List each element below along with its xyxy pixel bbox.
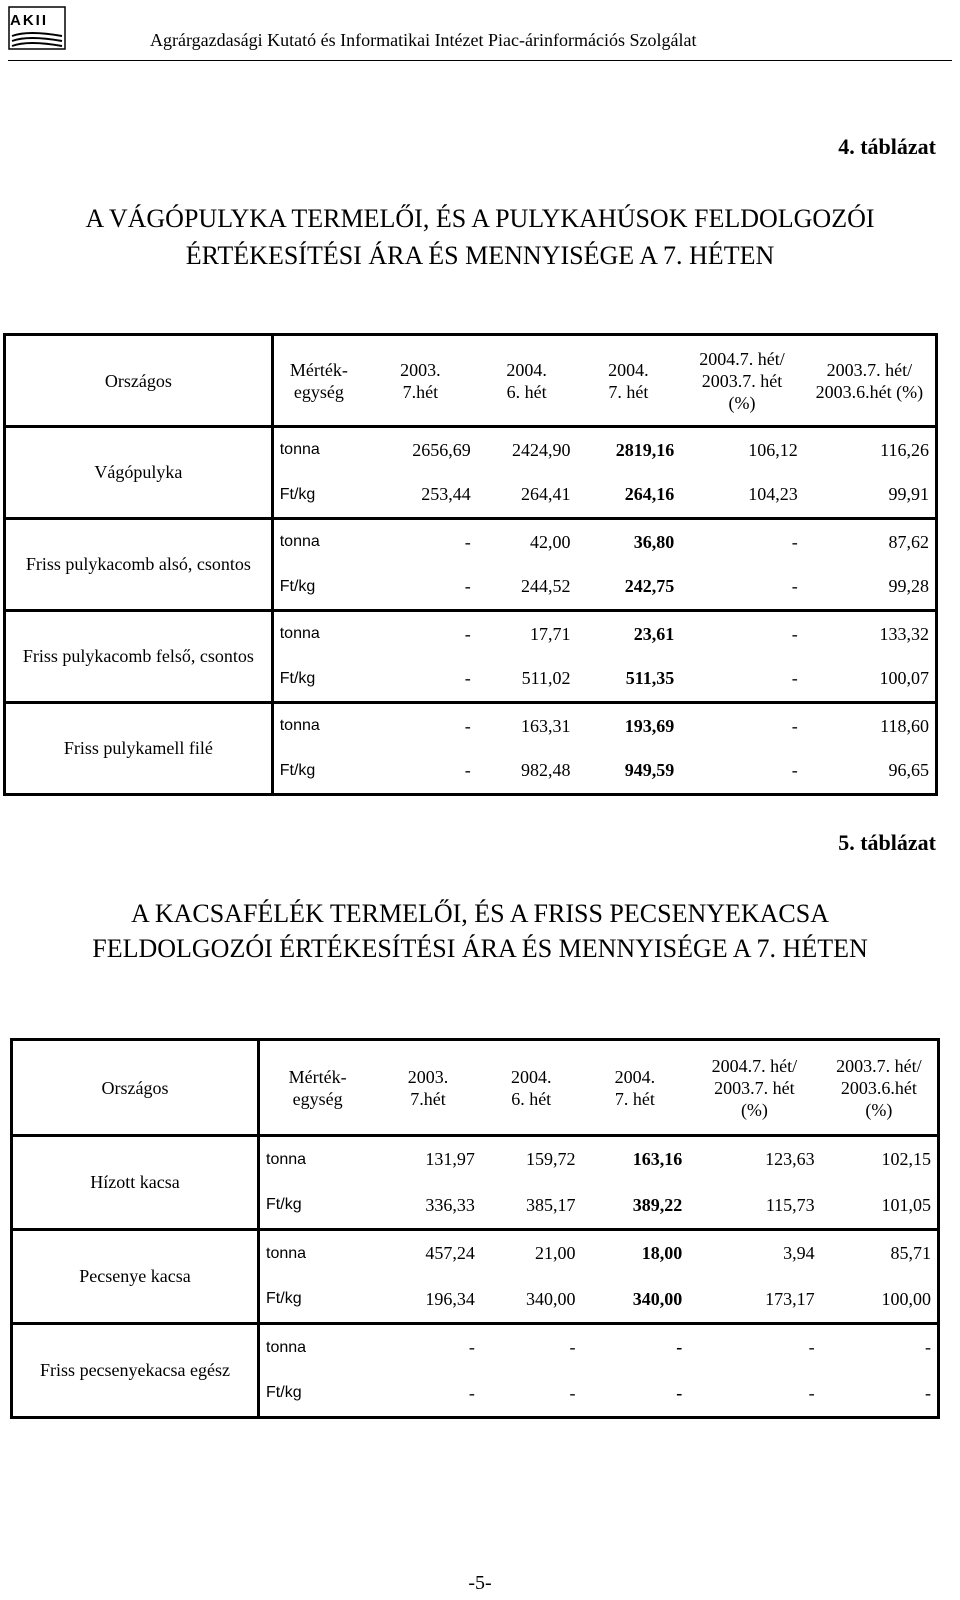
value-cell: 340,00 [632, 1288, 683, 1309]
product-name: Pecsenye kacsa [79, 1266, 191, 1286]
col-header-unit: Mérték- egység [272, 335, 364, 427]
value-cell: 23,61 [633, 623, 675, 644]
value-cell: - [925, 1382, 931, 1403]
value-cell: 133,32 [879, 623, 929, 644]
value-cell: 385,17 [526, 1194, 576, 1215]
unit-cell: tonna [259, 1136, 376, 1183]
page-number: -5- [468, 1572, 492, 1594]
value-cell: 100,00 [881, 1288, 931, 1309]
col-header-ratio-yoy: 2004.7. hét/ 2003.7. hét (%) [711, 1055, 798, 1120]
value-cell: 104,23 [748, 484, 798, 505]
product-name: Friss pulykacomb felső, csontos [22, 646, 254, 666]
table5-title-line2: FELDOLGOZÓI ÉRTÉKESÍTÉSI ÁRA ÉS MENNYISÉGE A 7. HÉTEN [92, 934, 868, 963]
value-cell: - [808, 1382, 815, 1403]
value-cell: 102,15 [881, 1149, 931, 1170]
value-cell: 123,63 [765, 1149, 815, 1170]
value-cell: 264,41 [521, 484, 571, 505]
unit-cell: tonna [272, 703, 364, 749]
value-cell: 96,65 [888, 760, 929, 781]
value-cell: 163,31 [521, 715, 571, 736]
table5-header-row [12, 1040, 939, 1136]
value-cell: - [464, 715, 471, 736]
unit-cell: Ft/kg [272, 657, 364, 703]
table5 [10, 1038, 940, 1419]
unit-cell: tonna [272, 611, 364, 657]
value-cell: 2819,16 [615, 439, 675, 460]
value-cell: - [791, 760, 798, 781]
value-cell: 106,12 [748, 439, 798, 460]
table4-header-row [5, 335, 937, 427]
value-cell: 21,00 [535, 1243, 576, 1264]
product-name: Vágópulyka [94, 462, 183, 482]
table5-label: 5. táblázat [838, 830, 936, 855]
value-cell: 340,00 [526, 1288, 576, 1309]
value-cell: 36,80 [633, 531, 675, 552]
unit-cell: tonna [272, 427, 364, 473]
value-cell: 163,16 [632, 1149, 683, 1170]
value-cell: 118,60 [880, 715, 929, 736]
col-header-ratio-yoy: 2004.7. hét/ 2003.7. hét (%) [699, 348, 785, 413]
value-cell: 17,71 [530, 623, 571, 644]
unit-cell: tonna [272, 519, 364, 565]
value-cell: - [808, 1337, 815, 1358]
value-cell: 99,91 [888, 484, 929, 505]
value-cell: 193,69 [624, 715, 675, 736]
value-cell: - [791, 531, 798, 552]
value-cell: - [791, 668, 798, 689]
value-cell: - [676, 1337, 683, 1358]
col-header-2003-w7: 2003. 7.hét [407, 1066, 449, 1109]
table-row [5, 519, 937, 565]
value-cell: 18,00 [641, 1243, 683, 1264]
value-cell: 173,17 [765, 1288, 815, 1309]
value-cell: - [569, 1337, 576, 1358]
table-row [5, 427, 937, 473]
unit-cell: tonna [259, 1230, 376, 1277]
col-header-orszagos: Országos [104, 370, 172, 391]
col-header-2003-w7: 2003. 7.hét [400, 359, 441, 402]
institute-name: Agrárgazdasági Kutató és Informatikai Intézet Piac-árinformációs Szolgálat [150, 30, 697, 50]
col-header-2004-w7: 2004. 7. hét [608, 359, 649, 402]
value-cell: 336,33 [425, 1194, 475, 1215]
product-name: Friss pecsenyekacsa egész [40, 1360, 230, 1380]
value-cell: 511,35 [625, 668, 675, 689]
table-row [5, 611, 937, 657]
value-cell: - [569, 1382, 576, 1403]
value-cell: - [468, 1337, 475, 1358]
value-cell: 264,16 [624, 484, 675, 505]
value-cell: 2424,90 [512, 439, 571, 460]
value-cell: - [464, 576, 471, 597]
value-cell: 253,44 [421, 484, 471, 505]
value-cell: 159,72 [526, 1149, 576, 1170]
value-cell: 100,07 [879, 668, 929, 689]
value-cell: - [464, 531, 471, 552]
value-cell: 85,71 [890, 1243, 931, 1264]
value-cell: - [464, 668, 471, 689]
value-cell: 982,48 [521, 760, 571, 781]
unit-cell: Ft/kg [272, 473, 364, 519]
table4-title-line2: ÉRTÉKESÍTÉSI ÁRA ÉS MENNYISÉGE A 7. HÉTEN [185, 241, 775, 270]
unit-cell: Ft/kg [259, 1371, 376, 1418]
value-cell: - [464, 623, 471, 644]
value-cell: 389,22 [632, 1194, 683, 1215]
value-cell: 949,59 [624, 760, 675, 781]
unit-cell: Ft/kg [272, 749, 364, 795]
col-header-2004-w6: 2004. 6. hét [510, 1066, 552, 1109]
value-cell: - [791, 623, 798, 644]
unit-cell: Ft/kg [272, 565, 364, 611]
value-cell: - [468, 1382, 475, 1403]
value-cell: 457,24 [425, 1243, 475, 1264]
product-name: Friss pulykacomb alsó, csontos [25, 554, 251, 574]
value-cell: - [676, 1382, 683, 1403]
value-cell: 2656,69 [412, 439, 471, 460]
value-cell: 99,28 [888, 576, 929, 597]
table-row [12, 1230, 939, 1277]
value-cell: - [925, 1337, 931, 1358]
unit-cell: Ft/kg [259, 1277, 376, 1324]
value-cell: 196,34 [425, 1288, 475, 1309]
product-name: Hízott kacsa [90, 1172, 180, 1192]
value-cell: - [791, 715, 798, 736]
value-cell: - [791, 576, 798, 597]
unit-cell: tonna [259, 1324, 376, 1371]
product-name: Friss pulykamell filé [63, 738, 213, 758]
value-cell: 511,02 [521, 668, 571, 689]
col-header-orszagos: Országos [101, 1077, 169, 1098]
col-header-unit: Mérték- egység [259, 1040, 376, 1136]
table-row [12, 1324, 939, 1371]
value-cell: 244,52 [521, 576, 571, 597]
table-row [12, 1136, 939, 1183]
table-row [5, 703, 937, 749]
col-header-ratio-wow: 2003.7. hét/ 2003.6.hét (%) [815, 359, 924, 402]
header-divider [8, 60, 952, 61]
value-cell: 87,62 [888, 531, 929, 552]
col-header-2004-w7: 2004. 7. hét [614, 1066, 656, 1109]
value-cell: 131,97 [425, 1149, 475, 1170]
table4-title-line1: A VÁGÓPULYKA TERMELŐI, ÉS A PULYKAHÚSOK FELDOLGOZÓI [85, 204, 875, 233]
value-cell: 42,00 [530, 531, 571, 552]
value-cell: - [464, 760, 471, 781]
table4-label: 4. táblázat [838, 134, 936, 159]
value-cell: 3,94 [783, 1243, 815, 1264]
table4 [3, 333, 938, 796]
value-cell: 101,05 [881, 1194, 931, 1215]
logo-text: AKII [10, 12, 48, 29]
col-header-2004-w6: 2004. 6. hét [506, 359, 547, 402]
value-cell: 116,26 [880, 439, 929, 460]
table5-title-line1: A KACSAFÉLÉK TERMELŐI, ÉS A FRISS PECSENYEKACSA [130, 899, 830, 928]
unit-cell: Ft/kg [259, 1183, 376, 1230]
col-header-ratio-wow: 2003.7. hét/ 2003.6.hét (%) [836, 1055, 922, 1120]
value-cell: 115,73 [765, 1194, 815, 1215]
value-cell: 242,75 [624, 576, 675, 597]
